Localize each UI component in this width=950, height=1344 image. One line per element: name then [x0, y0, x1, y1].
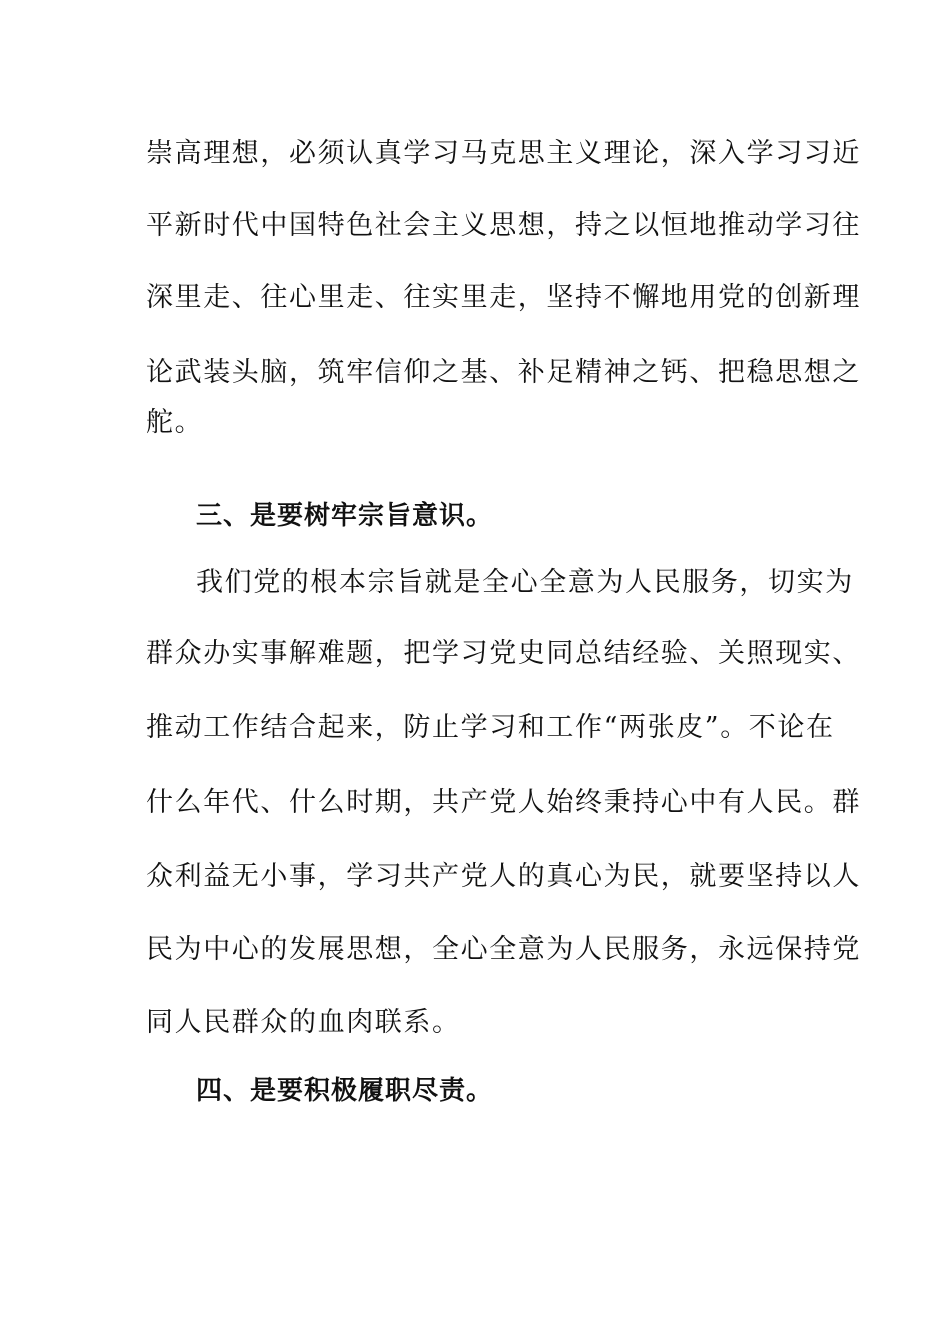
text-line: 众利益无小事，学习共产党人的真心为民，就要坚持以人	[146, 861, 861, 892]
text-line: 崇高理想，必须认真学习马克思主义理论，深入学习习近	[146, 138, 861, 169]
text-line: 什么年代、什么时期，共产党人始终秉持心中有人民。群	[146, 787, 861, 818]
text-line: 推动工作结合起来，防止学习和工作“两张皮”。不论在	[146, 712, 835, 743]
text-line: 平新时代中国特色社会主义思想，持之以恒地推动学习往	[146, 210, 861, 241]
text-line: 我们党的根本宗旨就是全心全意为人民服务，切实为	[196, 567, 854, 598]
text-line: 群众办实事解难题，把学习党史同总结经验、关照现实、	[146, 638, 861, 669]
text-line: 同人民群众的血肉联系。	[146, 1007, 461, 1038]
text-line: 深里走、往心里走、往实里走，坚持不懈地用党的创新理	[146, 282, 861, 313]
section-heading-3: 三、是要树牢宗旨意识。	[196, 501, 494, 531]
section-heading-4: 四、是要积极履职尽责。	[196, 1076, 494, 1106]
text-line: 论武装头脑，筑牢信仰之基、补足精神之钙、把稳思想之	[146, 357, 861, 388]
text-line: 舵。	[146, 407, 204, 438]
text-line: 民为中心的发展思想，全心全意为人民服务，永远保持党	[146, 934, 861, 965]
